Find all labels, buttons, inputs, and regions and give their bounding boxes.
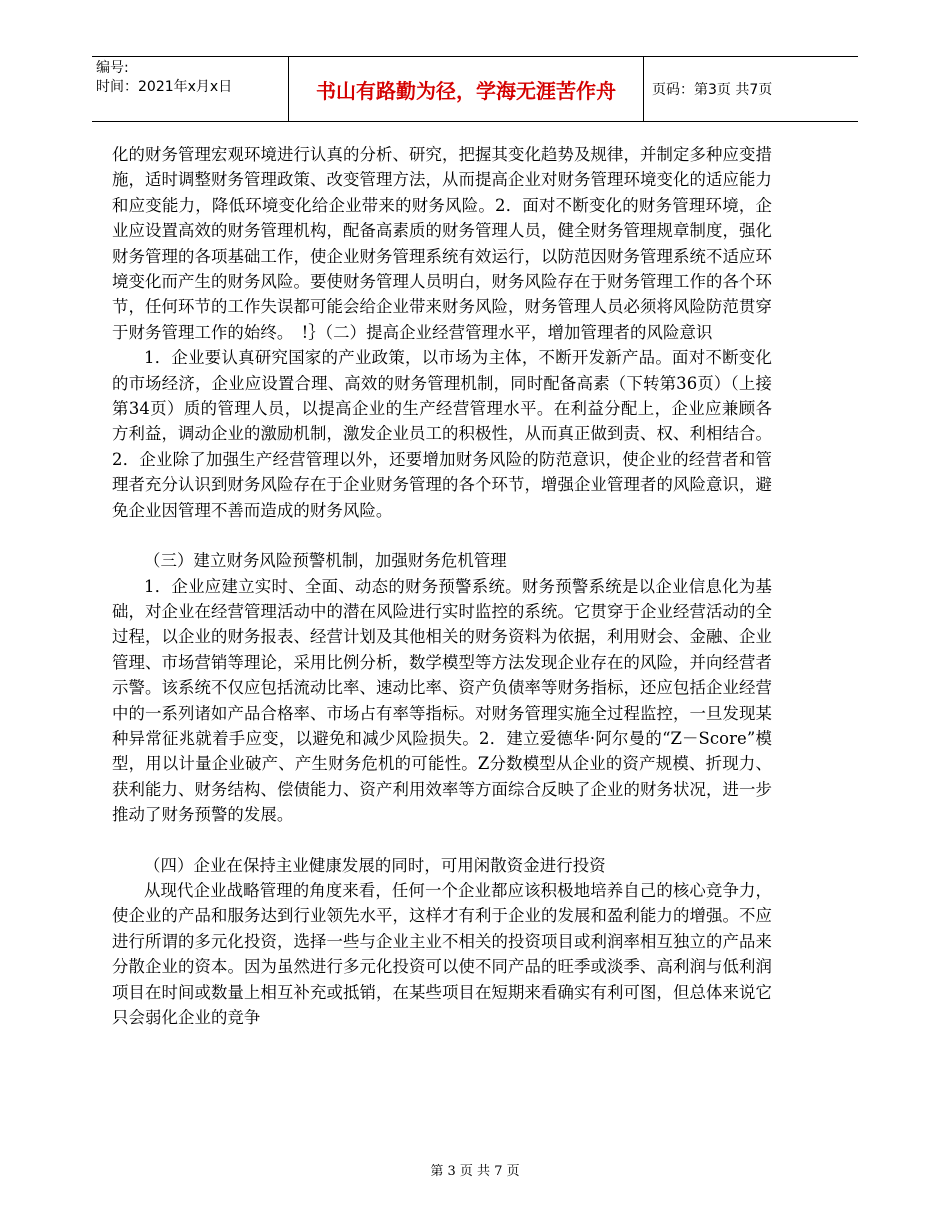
header-meta bbox=[92, 57, 288, 121]
header-page-label: 页码：第3页 共7页 bbox=[652, 82, 773, 98]
document-body bbox=[112, 142, 772, 1030]
doc-number-label: 编号: bbox=[96, 60, 129, 76]
header-motto: 书山有路勤为径，学海无涯苦作舟 bbox=[288, 57, 644, 121]
page-header bbox=[92, 56, 858, 122]
page-footer: 第 3 页 共 7 页 bbox=[430, 1164, 520, 1179]
section-heading-3: （三）建立财务风险预警机制，加强财务危机管理 bbox=[144, 551, 507, 571]
paragraph-3: 1．企业应建立实时、全面、动态的财务预警系统。财务预警系统是以企业信息化为基础，对企业在经营管理活动中的潜在风险进行实时监控的系统。它贯穿于企业经营活动的全过程，以企业的财务报表、经营计划及其他相关的财务资料为依据，利用财会、金融、企业管理、市场营销等理论，采用比例分析，数学模型等方法发现企业存在的风险，并向经营者示警。该系统不仅应包括流动比率、速动比率、资产负债率等财务指标，还应包括企业经营中的一系列诸如产品合格率、市场占有率等指标。对财务管理实施全过程监控，一旦发现某种异常征兆就着手应变，以避免和减少风险损失。2．建立爱德华·阿尔曼的“Z－Score”模型，用以计量企业破产、产生财务危机的可能性。Z分数模型从企业的资产规模、折现力、获利能力、财务结构、偿债能力、资产利用效率等方面综合反映了企业的财务状况，进一步推动了财务预警的发展。 bbox=[112, 576, 772, 825]
paragraph-4: 从现代企业战略管理的角度来看，任何一个企业都应该积极地培养自己的核心竞争力，使企业的产品和服务达到行业领先水平，这样才有利于企业的发展和盈利能力的增强。不应进行所谓的多元化投资，选择一些与企业主业不相关的投资项目或利润率相互独立的产品来分散企业的资本。因为虽然进行多元化投资可以使不同产品的旺季或淡季、高利润与低利润项目在时间或数量上相互补充或抵销，在某些项目在短期来看确实有利可图，但总体来说它只会弱化企业的竞争 bbox=[112, 880, 772, 1027]
paragraph-1: 化的财务管理宏观环境进行认真的分析、研究，把握其变化趋势及规律，并制定多种应变措施，适时调整财务管理政策、改变管理方法，从而提高企业对财务管理环境变化的适应能力和应变能力，降低环境变化给企业带来的财务风险。2．面对不断变化的财务管理环境，企业应设置高效的财务管理机构，配备高素质的财务管理人员，健全财务管理规章制度，强化财务管理的各项基础工作，使企业财务管理系统有效运行，以防范因财务管理系统不适应环境变化而产生的财务风险。要使财务管理人员明白，财务风险存在于财务管理工作的各个环节，任何环节的工作失误都可能会给企业带来财务风险，财务管理人员必须将风险防范贯穿于财务管理工作的始终。 !｝（二）提高企业经营管理水平，增加管理者的风险意识 bbox=[112, 145, 772, 342]
section-heading-4: （四）企业在保持主业健康发展的同时，可用闲散资金进行投资 bbox=[144, 855, 606, 875]
paragraph-2: 1．企业要认真研究国家的产业政策，以市场为主体，不断开发新产品。面对不断变化的市场经济，企业应设置合理、高效的财务管理机制，同时配备高素（下转第36页）（上接第34页）质的管理人员，以提高企业的生产经营管理水平。在利益分配上，企业应兼顾各方利益，调动企业的激励机制，激发企业员工的积极性，从而真正做到责、权、利相结合。2．企业除了加强生产经营管理以外，还要增加财务风险的防范意识，使企业的经营者和管理者充分认识到财务风险存在于企业财务管理的各个环节，增强企业管理者的风险意识，避免企业因管理不善而造成的财务风险。 bbox=[112, 348, 772, 520]
time-label: 时间：2021年x月x日 bbox=[96, 79, 233, 95]
